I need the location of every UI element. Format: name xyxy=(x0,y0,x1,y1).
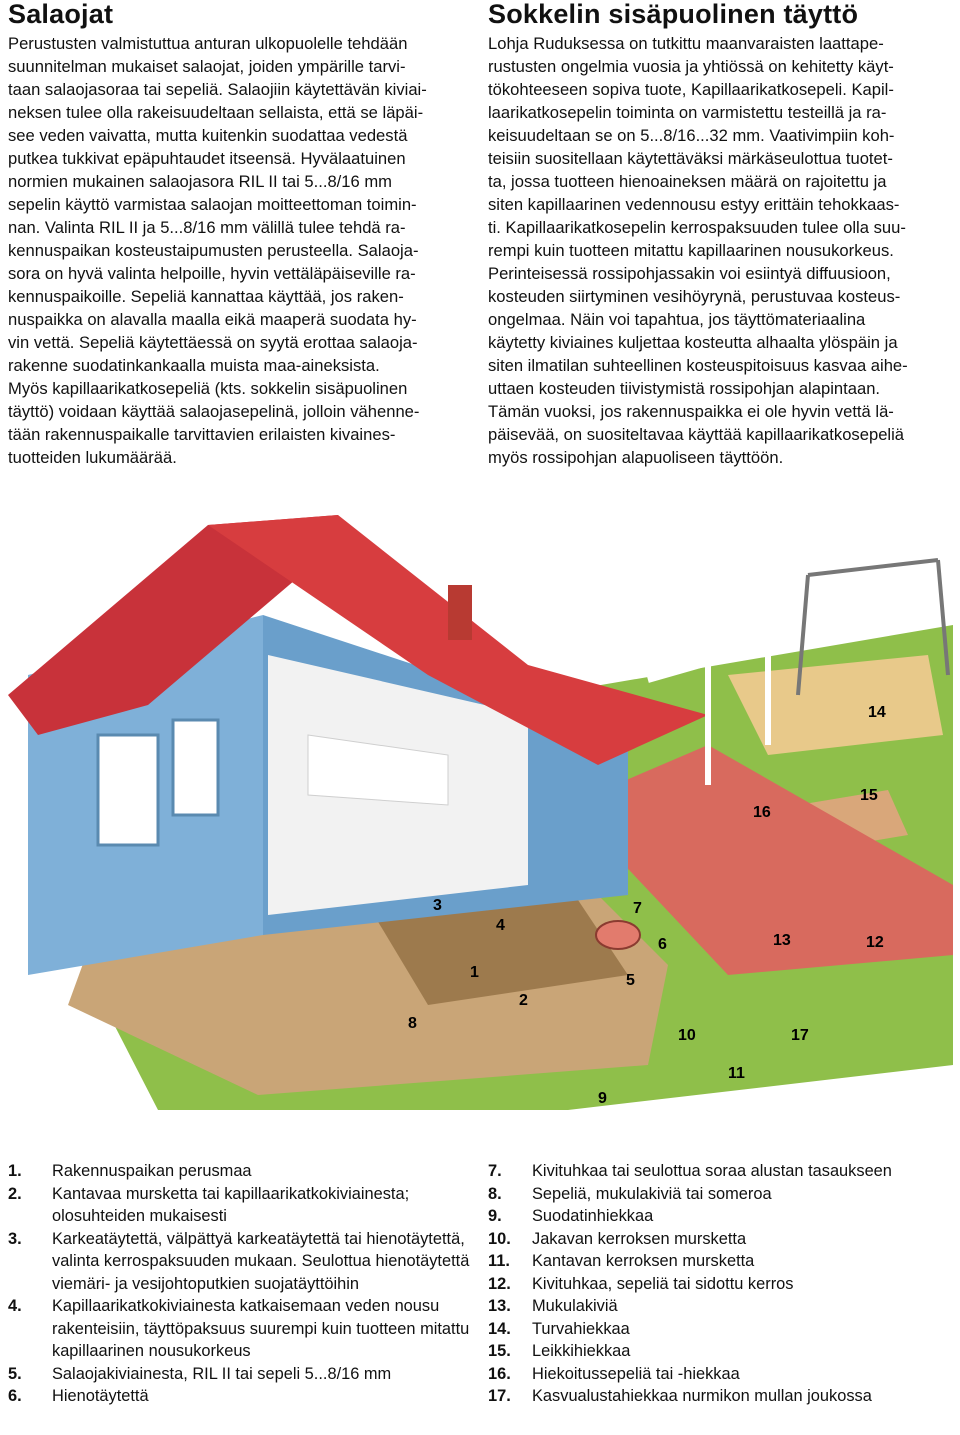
legend-number: 4. xyxy=(8,1297,22,1315)
legend-text: Rakennuspaikan perusmaa xyxy=(52,1162,252,1180)
legend-number: 14. xyxy=(488,1319,511,1338)
legend-number: 11. xyxy=(488,1252,510,1270)
legend-number: 16. xyxy=(488,1364,511,1383)
left-column xyxy=(8,0,478,469)
legend-text: Kivituhkaa tai seulottua soraa alustan tasaukseen xyxy=(532,1162,892,1180)
section-title-plinth-fill: Sokkelin sisäpuolinen täyttö xyxy=(488,0,859,29)
legend-number: 6. xyxy=(8,1387,22,1405)
legend-text: Jakavan kerroksen mursketta xyxy=(532,1229,747,1248)
legend-text: Kapillaarikatkokiviainesta katkaisemaan veden nousu rakenteisiin, täyttöpaksuus suurempi kuin tuotteen mitattu kapillaarinen nousukorkeus xyxy=(52,1297,470,1360)
legend-item xyxy=(8,1295,478,1363)
callout-7: 7 xyxy=(633,900,642,917)
legend-text: Kasvualustahiekkaa nurmikon mullan joukossa xyxy=(532,1387,872,1405)
legend-number: 8. xyxy=(488,1184,502,1203)
legend-text: Turvahiekkaa xyxy=(532,1319,630,1338)
callout-5: 5 xyxy=(626,972,635,989)
callout-14: 14 xyxy=(868,704,886,721)
legend-text: Suodatinhiekkaa xyxy=(532,1207,654,1225)
callout-16: 16 xyxy=(753,804,771,821)
callout-10: 10 xyxy=(678,1027,696,1044)
callout-3: 3 xyxy=(433,897,442,914)
right-column xyxy=(488,0,958,469)
callout-13: 13 xyxy=(773,932,791,949)
legend-item xyxy=(488,1363,958,1386)
legend-text: Salaojakiviainesta, RIL II tai sepeli 5...8/16 mm xyxy=(52,1364,392,1383)
callout-1: 1 xyxy=(470,964,479,981)
legend-number: 1. xyxy=(8,1162,22,1180)
section-title-drainage: Salaojat xyxy=(8,0,114,29)
callout-17: 17 xyxy=(791,1027,809,1044)
callout-9: 9 xyxy=(598,1090,607,1107)
window-right xyxy=(173,720,218,815)
illustration-svg xyxy=(8,505,953,1110)
legend-item xyxy=(8,1363,478,1386)
legend-text: Hienotäytettä xyxy=(52,1387,149,1405)
drain-pipe xyxy=(596,921,640,949)
legend-item xyxy=(488,1340,958,1363)
house-cutaway-illustration xyxy=(8,505,953,1110)
legend-text: Mukulakiviä xyxy=(532,1297,618,1315)
legend-number: 7. xyxy=(488,1162,502,1180)
legend-item xyxy=(488,1228,958,1251)
legend-number: 13. xyxy=(488,1297,511,1315)
legend-text: Leikkihiekkaa xyxy=(532,1342,631,1360)
legend-number: 9. xyxy=(488,1207,502,1225)
legend-number: 12. xyxy=(488,1274,511,1293)
legend-item xyxy=(488,1250,958,1273)
callout-15: 15 xyxy=(860,787,878,804)
legend-right xyxy=(488,1160,958,1408)
callout-4: 4 xyxy=(496,917,505,934)
chimney xyxy=(448,585,472,640)
legend-text: Sepeliä, mukulakiviä tai someroa xyxy=(532,1184,772,1203)
legend-item xyxy=(488,1318,958,1341)
drainage-body-text: Perustusten valmistuttua anturan ulkopuolelle tehdään suunnitelman mukaiset salaojat, joiden ympärille tarvi- taan salaojasoraa tai sepeliä. Salaojiin käytettävän kiviai- neksen tulee olla rakeisuudeltaan sellaista, että se läpäi- see veden vaivatta, mutta kuitenkin suodattaa vedestä putkea tukkivat epäpuhtaudet itseensä. Hyvälaatuinen normien mukainen salaojasora RIL II tai 5...8/16 mm sepelin käyttö varmistaa salaojan moitteettoman toimin- nan. Valinta RIL II ja 5...8/16 mm välillä tulee tehdä ra- kennuspaikan kosteustaipumusten perusteella. Salaoja- sora on hyvä valinta helpoille, hyvin vettäläpäiseville ra- kennuspaikoille. Sepeliä kannattaa käyttää, jos raken- nuspaikka on alavalla maalla eikä maaperä suodata hy- vin vettä. Sepeliä käytettäessä on syytä erottaa salaoja- rakenne suodatinkankaalla muista maa-aineksista. Myös kapillaarikatkosepeliä (kts. sokkelin sisäpuolinen täyttö) voidaan käyttää salaojasepelinä, jolloin vähenne- tään rakennuspaikalle tarvittavien erilaisten kivaines- tuotteiden lukumäärää. xyxy=(8,34,427,467)
legend-item xyxy=(488,1273,958,1296)
callout-2: 2 xyxy=(519,992,528,1009)
legend-text: Kantavan kerroksen mursketta xyxy=(532,1252,755,1270)
legend-left xyxy=(8,1160,478,1408)
legend-item xyxy=(488,1295,958,1318)
legend-item xyxy=(488,1160,958,1183)
legend-number: 2. xyxy=(8,1184,22,1203)
plinth-fill-body-text: Lohja Ruduksessa on tutkittu maanvaraisten laattape- rustusten ongelmia vuosia ja yhtiössä on kehitetty käyt- tökohteeseen sopiva tuote, Kapillaarikatkosepeli. Kapil- laarikatkosepelin toiminta on varmistettu testeillä ja ra- keisuudeltaan se on 5...8/16...32 mm. Vaativimpiin koh- teisiin suositellaan käytettäväksi märkäseulottua tuotet- ta, jossa tuotteen hienoaineksen määrä on rajoitettu ja siten kapillaarinen vedennousu estyy erittäin tehokkaas- ti. Kapillaarikatkosepelin kerrospaksuuden tulee olla suu- rempi kuin tuotteen mitattu kapillaarinen nousukorkeus. Perinteisessä rossipohjassakin voi esiintyä diffuusioon, kosteuden siirtyminen vesihöyrynä, perustuvaa kosteus- ongelmaa. Näin voi tapahtua, jos täyttömateriaalina käytetty kiviaines kuljettaa kosteutta alhaalta ylöspäin ja siten ilmatilan suhteellinen kosteuspitoisuus kasvaa aihe- uttaen kosteuden tiivistymistä rossipohjan alapintaan. Tämän vuoksi, jos rakennuspaikka ei ole hyvin vettä lä- päisevää, on suositeltavaa käyttää kapillaarikatkosepeliä myös rossipohjan alapuoliseen täyttöön. xyxy=(488,34,908,467)
legend-number: 5. xyxy=(8,1364,22,1383)
legend-text: Kivituhkaa, sepeliä tai sidottu kerros xyxy=(532,1274,794,1293)
legend-text: Hiekoitussepeliä tai -hiekkaa xyxy=(532,1364,740,1383)
callout-11: 11 xyxy=(728,1065,745,1082)
legend-number: 17. xyxy=(488,1387,511,1405)
legend-item xyxy=(8,1228,478,1296)
legend-item xyxy=(8,1183,478,1228)
legend-item xyxy=(8,1160,478,1183)
legend-text: Kantavaa mursketta tai kapillaarikatkokiviainesta; olosuhteiden mukaisesti xyxy=(52,1184,410,1225)
legend-item xyxy=(488,1385,958,1408)
callout-6: 6 xyxy=(658,936,667,953)
legend-number: 10. xyxy=(488,1229,511,1248)
callout-12: 12 xyxy=(866,934,884,951)
legend-number: 15. xyxy=(488,1342,511,1360)
legend-number: 3. xyxy=(8,1229,22,1248)
legend-item xyxy=(8,1385,478,1408)
window-left xyxy=(98,735,158,845)
legend-item xyxy=(488,1205,958,1228)
legend-text: Karkeatäytettä, välpättyä karkeatäytettä tai hienotäytettä, valinta kerrospaksuuden mukaan. Seulottua hienotäytettä viemäri- ja vesijohtoputkien suojatäyttöihin xyxy=(52,1229,470,1293)
legend-item xyxy=(488,1183,958,1206)
callout-8: 8 xyxy=(408,1015,417,1032)
